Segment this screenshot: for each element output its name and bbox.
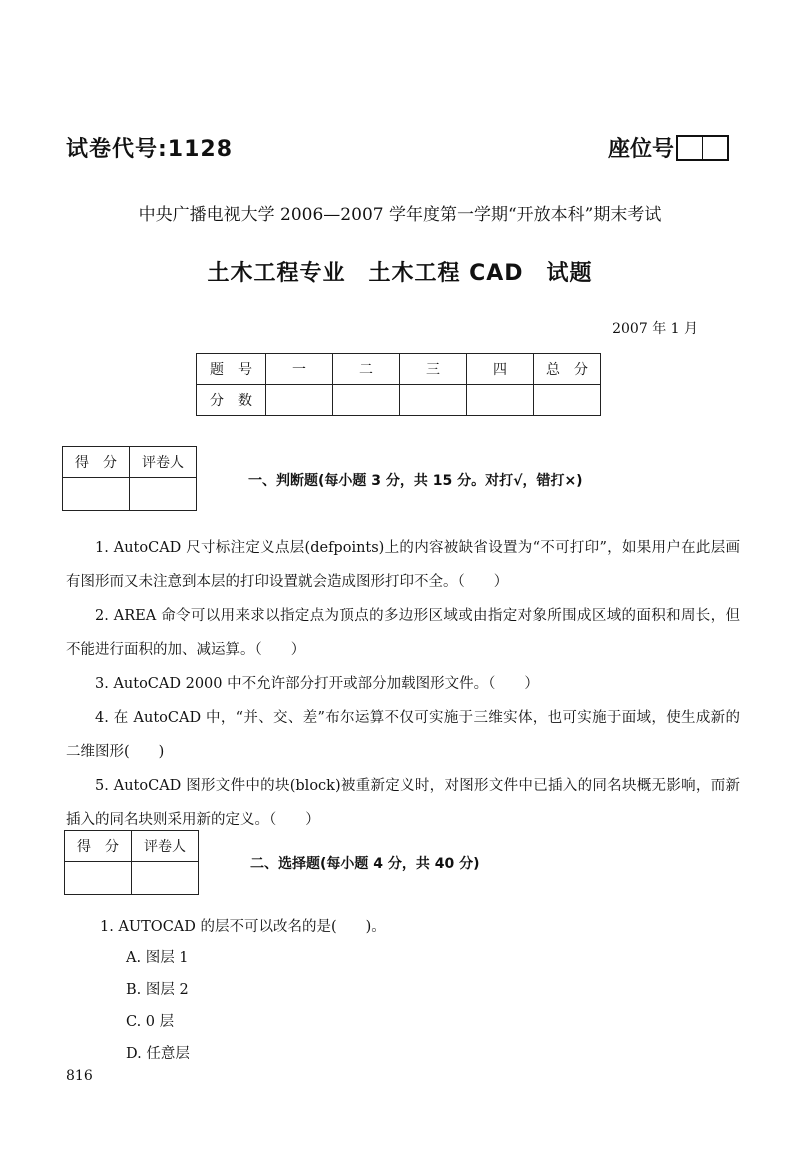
grader-box-1 — [62, 446, 197, 511]
grader-label: 评卷人 — [132, 831, 199, 862]
option-b[interactable]: B. 图层 2 — [126, 982, 189, 998]
score-cell[interactable] — [534, 385, 601, 416]
page-number: 816 — [66, 1068, 93, 1084]
score-table — [196, 353, 601, 416]
table-cell: 四 — [467, 354, 534, 385]
table-row — [197, 385, 601, 416]
choice-question-1: 1. AUTOCAD 的层不可以改名的是( )。 — [100, 919, 386, 935]
grader-box-2 — [64, 830, 199, 895]
option-a[interactable]: A. 图层 1 — [126, 950, 189, 966]
subject-title: 土木工程专业 土木工程 CAD 试题 — [207, 261, 593, 286]
score-cell[interactable] — [63, 478, 130, 511]
question-item: 4. 在 AutoCAD 中，“并、交、差”布尔运算不仅可实施于三维实体，也可实施于面域，使生成新的二维图形( ) — [66, 710, 740, 760]
score-label: 得 分 — [63, 447, 130, 478]
question-item: 5. AutoCAD 图形文件中的块(block)被重新定义时，对图形文件中已插入的同名块概无影响，而新插入的同名块则采用新的定义。（ ） — [66, 778, 740, 828]
option-d[interactable]: D. 任意层 — [126, 1046, 190, 1062]
section-1-heading: 一、判断题(每小题 3 分，共 15 分。对打√，错打×) — [248, 473, 583, 489]
table-row — [197, 354, 601, 385]
table-cell: 一 — [266, 354, 333, 385]
exam-date: 2007 年 1 月 — [612, 321, 698, 337]
table-cell: 三 — [400, 354, 467, 385]
score-cell[interactable] — [400, 385, 467, 416]
score-cell[interactable] — [65, 862, 132, 895]
choice-options — [126, 942, 190, 1070]
question-item: 2. AREA 命令可以用来求以指定点为顶点的多边形区域或由指定对象所围成区域的面积和周长，但不能进行面积的加、减运算。（ ） — [66, 608, 740, 658]
score-label: 得 分 — [65, 831, 132, 862]
seat-box[interactable] — [702, 137, 727, 159]
paper-code: 试卷代号:1128 — [66, 137, 234, 162]
seat-label: 座位号 — [608, 137, 675, 162]
table-cell: 题 号 — [197, 354, 266, 385]
question-item: 3. AutoCAD 2000 中不允许部分打开或部分加载图形文件。（ ） — [95, 676, 539, 692]
question-item: 1. AutoCAD 尺寸标注定义点层(defpoints)上的内容被缺省设置为“不可打印”，如果用户在此层画有图形而又未注意到本层的打印设置就会造成图形打印不全。（ ） — [66, 540, 740, 590]
seat-number — [608, 132, 729, 163]
table-cell: 总 分 — [534, 354, 601, 385]
table-cell: 二 — [333, 354, 400, 385]
score-cell[interactable] — [467, 385, 534, 416]
seat-box[interactable] — [678, 137, 702, 159]
section-2-heading: 二、选择题(每小题 4 分，共 40 分) — [250, 856, 480, 872]
exam-title: 中央广播电视大学 2006—2007 学年度第一学期“开放本科”期末考试 — [138, 205, 662, 225]
score-cell[interactable] — [266, 385, 333, 416]
grader-label: 评卷人 — [130, 447, 197, 478]
option-c[interactable]: C. 0 层 — [126, 1014, 175, 1030]
score-cell[interactable] — [333, 385, 400, 416]
seat-boxes[interactable] — [676, 135, 729, 161]
grader-cell[interactable] — [132, 862, 199, 895]
table-cell: 分 数 — [197, 385, 266, 416]
section-1-questions — [66, 531, 740, 837]
grader-cell[interactable] — [130, 478, 197, 511]
